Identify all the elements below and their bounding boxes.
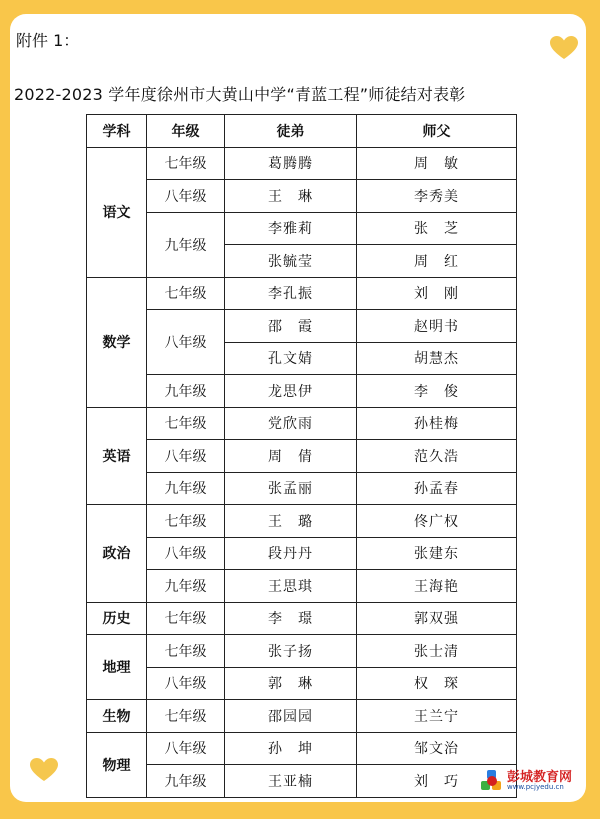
mentor-cell: 孙孟春 xyxy=(357,472,517,505)
apprentice-cell: 李 璟 xyxy=(225,602,357,635)
mentor-cell: 周 敏 xyxy=(357,147,517,180)
mentor-cell: 刘 刚 xyxy=(357,277,517,310)
apprentice-cell: 郭 琳 xyxy=(225,667,357,700)
grade-cell: 七年级 xyxy=(147,147,225,180)
header-apprentice: 徒弟 xyxy=(225,115,357,148)
mentor-cell: 李秀美 xyxy=(357,180,517,213)
heart-icon xyxy=(30,758,58,782)
subject-cell: 语文 xyxy=(87,147,147,277)
apprentice-cell: 周 倩 xyxy=(225,440,357,473)
grade-cell: 九年级 xyxy=(147,212,225,277)
apprentice-cell: 邵 霞 xyxy=(225,310,357,343)
table-row xyxy=(87,537,517,570)
table-row xyxy=(87,310,517,343)
apprentice-cell: 孙 坤 xyxy=(225,732,357,765)
apprentice-cell: 龙思伊 xyxy=(225,375,357,408)
table-row xyxy=(87,700,517,733)
apprentice-cell: 邵园园 xyxy=(225,700,357,733)
grade-cell: 九年级 xyxy=(147,570,225,603)
table-row xyxy=(87,635,517,668)
apprentice-cell: 李雅莉 xyxy=(225,212,357,245)
apprentice-cell: 王 璐 xyxy=(225,505,357,538)
mentor-cell: 周 红 xyxy=(357,245,517,278)
document-page xyxy=(10,14,586,802)
site-logo xyxy=(481,768,572,794)
apprentice-cell: 王亚楠 xyxy=(225,765,357,798)
heart-icon xyxy=(550,36,578,60)
mentor-cell: 范久浩 xyxy=(357,440,517,473)
apprentice-cell: 党欣雨 xyxy=(225,407,357,440)
subject-cell: 历史 xyxy=(87,602,147,635)
logo-name: 彭城教育网 xyxy=(506,770,572,785)
grade-cell: 九年级 xyxy=(147,375,225,408)
grade-cell: 八年级 xyxy=(147,310,225,375)
apprentice-cell: 孔文婧 xyxy=(225,342,357,375)
grade-cell: 七年级 xyxy=(147,505,225,538)
grade-cell: 七年级 xyxy=(147,277,225,310)
table-row xyxy=(87,407,517,440)
mentor-cell: 邹文治 xyxy=(357,732,517,765)
subject-cell: 生物 xyxy=(87,700,147,733)
mentor-cell: 孙桂梅 xyxy=(357,407,517,440)
mentor-cell: 赵明书 xyxy=(357,310,517,343)
grade-cell: 七年级 xyxy=(147,700,225,733)
apprentice-cell: 张孟丽 xyxy=(225,472,357,505)
grade-cell: 九年级 xyxy=(147,765,225,798)
document-title: 2022-2023 学年度徐州市大黄山中学“青蓝工程”师徒结对表彰 xyxy=(14,85,466,104)
table-row xyxy=(87,440,517,473)
apprentice-cell: 葛腾腾 xyxy=(225,147,357,180)
apprentice-cell: 张子扬 xyxy=(225,635,357,668)
grade-cell: 八年级 xyxy=(147,667,225,700)
apprentice-cell: 王 琳 xyxy=(225,180,357,213)
table-row xyxy=(87,277,517,310)
header-grade: 年级 xyxy=(147,115,225,148)
grade-cell: 七年级 xyxy=(147,602,225,635)
subject-cell: 地理 xyxy=(87,635,147,700)
mentor-cell: 权 琛 xyxy=(357,667,517,700)
header-subject: 学科 xyxy=(87,115,147,148)
apprentice-cell: 张毓莹 xyxy=(225,245,357,278)
subject-cell: 物理 xyxy=(87,732,147,797)
table-row xyxy=(87,602,517,635)
grade-cell: 七年级 xyxy=(147,407,225,440)
mentor-cell: 李 俊 xyxy=(357,375,517,408)
grade-cell: 八年级 xyxy=(147,440,225,473)
table-row xyxy=(87,667,517,700)
logo-mark-icon xyxy=(481,770,503,792)
table-body xyxy=(87,147,517,797)
mentor-cell: 胡慧杰 xyxy=(357,342,517,375)
mentor-cell: 王兰宁 xyxy=(357,700,517,733)
table-row xyxy=(87,505,517,538)
grade-cell: 九年级 xyxy=(147,472,225,505)
table-row xyxy=(87,147,517,180)
attachment-label: 附件 1： xyxy=(16,31,80,50)
header-mentor: 师父 xyxy=(357,115,517,148)
table-row xyxy=(87,375,517,408)
table-row xyxy=(87,732,517,765)
grade-cell: 八年级 xyxy=(147,732,225,765)
subject-cell: 政治 xyxy=(87,505,147,603)
mentor-cell: 郭双强 xyxy=(357,602,517,635)
grade-cell: 八年级 xyxy=(147,537,225,570)
mentor-cell: 王海艳 xyxy=(357,570,517,603)
subject-cell: 数学 xyxy=(87,277,147,407)
logo-url: www.pcjyedu.cn xyxy=(506,783,564,791)
grade-cell: 七年级 xyxy=(147,635,225,668)
mentor-cell: 张建东 xyxy=(357,537,517,570)
mentor-cell: 佟广权 xyxy=(357,505,517,538)
apprentice-cell: 段丹丹 xyxy=(225,537,357,570)
mentor-cell: 张 芝 xyxy=(357,212,517,245)
table-row xyxy=(87,765,517,798)
table-header-row xyxy=(87,115,517,148)
grade-cell: 八年级 xyxy=(147,180,225,213)
subject-cell: 英语 xyxy=(87,407,147,505)
table-row xyxy=(87,180,517,213)
mentor-cell: 刘 巧 xyxy=(357,765,517,798)
apprentice-cell: 王思琪 xyxy=(225,570,357,603)
apprentice-cell: 李孔振 xyxy=(225,277,357,310)
mentor-cell: 张士清 xyxy=(357,635,517,668)
table-row xyxy=(87,212,517,245)
mentorship-table xyxy=(86,114,517,798)
table-row xyxy=(87,570,517,603)
table-row xyxy=(87,472,517,505)
